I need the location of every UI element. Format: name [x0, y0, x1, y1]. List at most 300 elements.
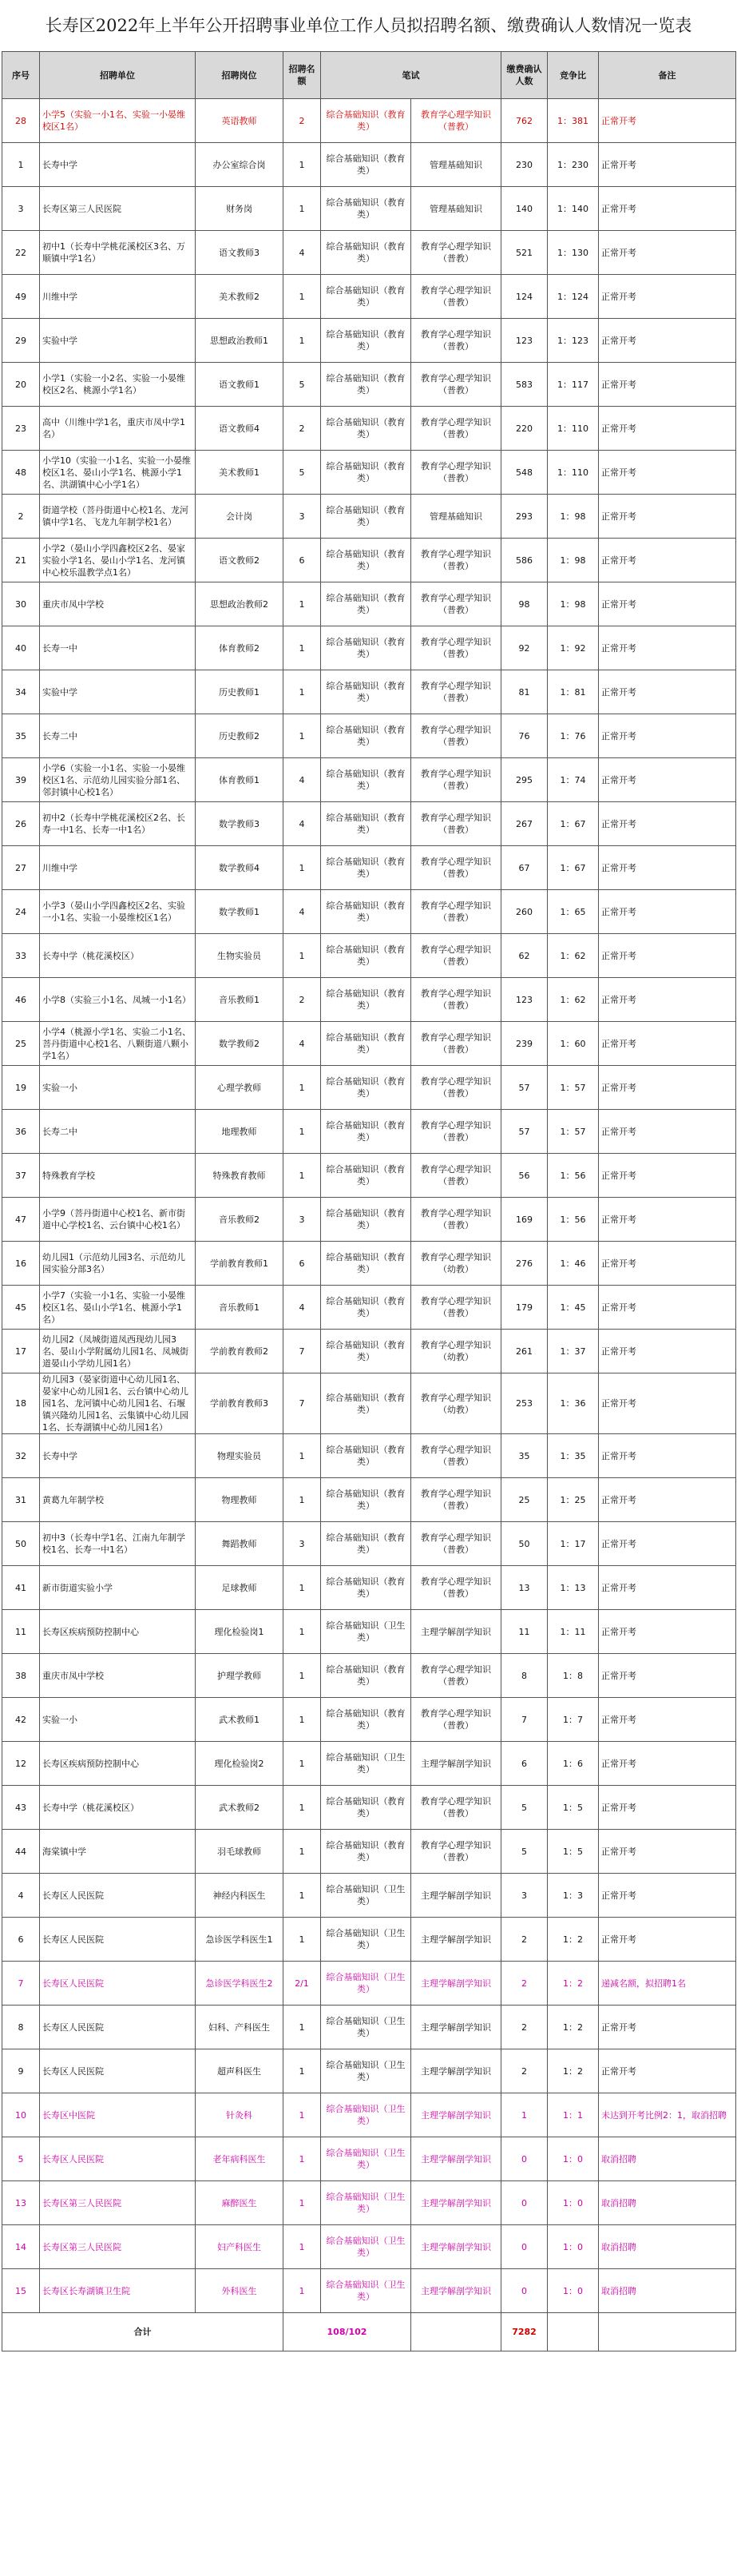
row-count: 2 — [501, 1962, 548, 2006]
row-exam-professional: 主理学解剖学知识 — [411, 1962, 501, 2006]
row-count: 56 — [501, 1154, 548, 1198]
row-exam-professional: 教育学心理学知识（普教） — [411, 231, 501, 275]
header-ratio: 竞争比 — [548, 52, 599, 99]
row-exam-general: 综合基础知识（卫生类） — [321, 2049, 411, 2093]
row-count: 0 — [501, 2269, 548, 2313]
row-exam-professional: 教育学心理学知识（普教） — [411, 275, 501, 319]
row-exam-general: 综合基础知识（教育类） — [321, 1698, 411, 1742]
row-no: 19 — [2, 1066, 40, 1110]
row-quota: 1 — [283, 2225, 321, 2269]
row-note: 正常开考 — [599, 1373, 736, 1434]
row-quota: 1 — [283, 2093, 321, 2137]
row-unit: 幼儿园3（晏家街道中心幼儿园1名、晏家中心幼儿园1名、云台镇中心幼儿园1名、龙河镇中心幼儿园1名、石堰镇兴隆幼儿园1名、云集镇中心幼儿园1名、长寿湖镇中心幼儿园1名） — [40, 1373, 196, 1434]
row-no: 21 — [2, 539, 40, 582]
row-count: 521 — [501, 231, 548, 275]
row-quota: 1 — [283, 670, 321, 714]
row-unit: 长寿区疾病预防控制中心 — [40, 1610, 196, 1654]
row-exam-general: 综合基础知识（教育类） — [321, 1198, 411, 1242]
row-note: 正常开考 — [599, 187, 736, 231]
row-quota: 2/1 — [283, 1962, 321, 2006]
row-count: 11 — [501, 1610, 548, 1654]
row-note: 正常开考 — [599, 802, 736, 846]
row-post: 急诊医学科医生1 — [196, 1918, 283, 1962]
row-no: 28 — [2, 99, 40, 143]
row-post: 神经内科医生 — [196, 1874, 283, 1918]
row-count: 2 — [501, 1918, 548, 1962]
row-count: 220 — [501, 407, 548, 451]
row-exam-professional: 教育学心理学知识（普教） — [411, 1654, 501, 1698]
row-exam-professional: 主理学解剖学知识 — [411, 1742, 501, 1786]
row-note: 正常开考 — [599, 1742, 736, 1786]
row-exam-general: 综合基础知识（卫生类） — [321, 2006, 411, 2049]
row-ratio: 1：8 — [548, 1654, 599, 1698]
row-quota: 1 — [283, 319, 321, 363]
row-no: 38 — [2, 1654, 40, 1698]
row-note: 正常开考 — [599, 1242, 736, 1286]
row-post: 英语教师 — [196, 99, 283, 143]
row-exam-professional: 教育学心理学知识（普教） — [411, 978, 501, 1022]
row-no: 14 — [2, 2225, 40, 2269]
row-count: 548 — [501, 451, 548, 495]
row-quota: 7 — [283, 1373, 321, 1434]
row-quota: 4 — [283, 802, 321, 846]
table-row — [2, 582, 736, 626]
row-exam-professional: 教育学心理学知识（普教） — [411, 1286, 501, 1330]
row-quota: 1 — [283, 1918, 321, 1962]
row-count: 67 — [501, 846, 548, 890]
row-note: 正常开考 — [599, 1566, 736, 1610]
header-note: 备注 — [599, 52, 736, 99]
row-note: 正常开考 — [599, 1330, 736, 1373]
table-row — [2, 802, 736, 846]
row-exam-general: 综合基础知识（教育类） — [321, 978, 411, 1022]
row-count: 7 — [501, 1698, 548, 1742]
row-unit: 长寿区人民医院 — [40, 2137, 196, 2181]
row-quota: 1 — [283, 846, 321, 890]
table-header-row — [2, 52, 736, 99]
row-post: 数学教师4 — [196, 846, 283, 890]
row-ratio: 1：0 — [548, 2269, 599, 2313]
row-exam-professional: 主理学解剖学知识 — [411, 1874, 501, 1918]
header-unit: 招聘单位 — [40, 52, 196, 99]
table-row — [2, 890, 736, 934]
row-unit: 川维中学 — [40, 846, 196, 890]
row-quota: 3 — [283, 1198, 321, 1242]
row-count: 0 — [501, 2181, 548, 2225]
row-note: 未达到开考比例2：1，取消招聘 — [599, 2093, 736, 2137]
row-ratio: 1：57 — [548, 1110, 599, 1154]
row-post: 体育教师2 — [196, 626, 283, 670]
row-unit: 长寿区中医院 — [40, 2093, 196, 2137]
row-post: 语文教师2 — [196, 539, 283, 582]
row-quota: 1 — [283, 1654, 321, 1698]
row-post: 老年病科医生 — [196, 2137, 283, 2181]
row-exam-professional: 教育学心理学知识（普教） — [411, 1022, 501, 1066]
row-post: 足球教师 — [196, 1566, 283, 1610]
row-no: 29 — [2, 319, 40, 363]
row-unit: 重庆市凤中学校 — [40, 1654, 196, 1698]
row-no: 20 — [2, 363, 40, 407]
table-row — [2, 99, 736, 143]
row-count: 1 — [501, 2093, 548, 2137]
table-row — [2, 231, 736, 275]
row-ratio: 1：5 — [548, 1830, 599, 1874]
row-unit: 小学6（实验一小1名、实验一小晏维校区1名、示范幼儿园实验分部1名、邻封镇中心校1名） — [40, 758, 196, 802]
row-post: 学前教育教师2 — [196, 1330, 283, 1373]
row-exam-general: 综合基础知识（教育类） — [321, 1830, 411, 1874]
row-exam-professional: 教育学心理学知识（普教） — [411, 890, 501, 934]
row-note: 正常开考 — [599, 846, 736, 890]
header-post: 招聘岗位 — [196, 52, 283, 99]
row-unit: 小学8（实验三小1名、凤城一小1名） — [40, 978, 196, 1022]
row-no: 35 — [2, 714, 40, 758]
row-post: 理化检验岗1 — [196, 1610, 283, 1654]
row-exam-professional: 教育学心理学知识（普教） — [411, 1154, 501, 1198]
row-ratio: 1：110 — [548, 451, 599, 495]
row-note: 正常开考 — [599, 231, 736, 275]
row-ratio: 1：98 — [548, 582, 599, 626]
row-quota: 5 — [283, 363, 321, 407]
row-no: 7 — [2, 1962, 40, 2006]
row-post: 历史教师2 — [196, 714, 283, 758]
row-post: 语文教师1 — [196, 363, 283, 407]
row-post: 学前教育教师1 — [196, 1242, 283, 1286]
row-post: 学前教育教师3 — [196, 1373, 283, 1434]
row-exam-professional: 教育学心理学知识（普教） — [411, 451, 501, 495]
row-note: 正常开考 — [599, 1154, 736, 1198]
row-unit: 街道学校（菩丹街道中心校1名、龙河镇中学1名、飞龙九年制学校1名） — [40, 495, 196, 539]
row-no: 12 — [2, 1742, 40, 1786]
row-post: 物理教师 — [196, 1478, 283, 1522]
row-exam-professional: 主理学解剖学知识 — [411, 2006, 501, 2049]
row-note: 正常开考 — [599, 1654, 736, 1698]
row-post: 特殊教育教师 — [196, 1154, 283, 1198]
table-row — [2, 319, 736, 363]
row-unit: 长寿区第三人民医院 — [40, 2181, 196, 2225]
row-post: 物理实验员 — [196, 1434, 283, 1478]
row-exam-general: 综合基础知识（教育类） — [321, 99, 411, 143]
row-unit: 长寿区第三人民医院 — [40, 187, 196, 231]
row-unit: 初中1（长寿中学桃花溪校区3名、万顺镇中学1名） — [40, 231, 196, 275]
table-row — [2, 714, 736, 758]
row-unit: 长寿区人民医院 — [40, 2049, 196, 2093]
row-exam-general: 综合基础知识（卫生类） — [321, 1742, 411, 1786]
table-row — [2, 539, 736, 582]
row-quota: 3 — [283, 1522, 321, 1566]
row-post: 音乐教师1 — [196, 1286, 283, 1330]
row-post: 思想政治教师1 — [196, 319, 283, 363]
row-count: 57 — [501, 1066, 548, 1110]
table-row — [2, 1962, 736, 2006]
row-exam-general: 综合基础知识（教育类） — [321, 231, 411, 275]
row-exam-professional: 主理学解剖学知识 — [411, 2049, 501, 2093]
row-exam-professional: 主理学解剖学知识 — [411, 1610, 501, 1654]
row-unit: 小学5（实验一小1名、实验一小晏维校区1名） — [40, 99, 196, 143]
row-exam-professional: 教育学心理学知识（幼教） — [411, 1242, 501, 1286]
row-post: 办公室综合岗 — [196, 143, 283, 187]
row-quota: 5 — [283, 451, 321, 495]
row-post: 外科医生 — [196, 2269, 283, 2313]
row-exam-professional: 教育学心理学知识（普教） — [411, 99, 501, 143]
row-exam-general: 综合基础知识（卫生类） — [321, 2093, 411, 2137]
row-no: 46 — [2, 978, 40, 1022]
row-note: 正常开考 — [599, 1610, 736, 1654]
row-note: 取消招聘 — [599, 2269, 736, 2313]
row-unit: 长寿区疾病预防控制中心 — [40, 1742, 196, 1786]
row-quota: 1 — [283, 275, 321, 319]
row-exam-general: 综合基础知识（教育类） — [321, 319, 411, 363]
table-row — [2, 187, 736, 231]
recruitment-table — [2, 51, 736, 2351]
row-quota: 3 — [283, 495, 321, 539]
row-ratio: 1：65 — [548, 890, 599, 934]
row-exam-general: 综合基础知识（教育类） — [321, 582, 411, 626]
row-note: 正常开考 — [599, 1522, 736, 1566]
row-note: 正常开考 — [599, 1830, 736, 1874]
table-row — [2, 1654, 736, 1698]
row-count: 123 — [501, 319, 548, 363]
row-exam-professional: 主理学解剖学知识 — [411, 2181, 501, 2225]
row-post: 数学教师1 — [196, 890, 283, 934]
row-count: 2 — [501, 2006, 548, 2049]
row-quota: 1 — [283, 2269, 321, 2313]
row-ratio: 1：60 — [548, 1022, 599, 1066]
row-ratio: 1：2 — [548, 1962, 599, 2006]
row-count: 92 — [501, 626, 548, 670]
table-row — [2, 407, 736, 451]
table-row — [2, 1830, 736, 1874]
row-exam-professional: 教育学心理学知识（普教） — [411, 1566, 501, 1610]
row-no: 33 — [2, 934, 40, 978]
row-post: 超声科医生 — [196, 2049, 283, 2093]
row-unit: 小学1（实验一小2名、实验一小晏维校区2名、桃源小学1名） — [40, 363, 196, 407]
row-no: 8 — [2, 2006, 40, 2049]
row-ratio: 1：130 — [548, 231, 599, 275]
row-no: 18 — [2, 1373, 40, 1434]
row-ratio: 1：56 — [548, 1154, 599, 1198]
row-quota: 1 — [283, 714, 321, 758]
row-count: 98 — [501, 582, 548, 626]
row-exam-professional: 管理基础知识 — [411, 143, 501, 187]
row-count: 267 — [501, 802, 548, 846]
row-note: 正常开考 — [599, 890, 736, 934]
row-quota: 1 — [283, 2137, 321, 2181]
row-post: 理化检验岗2 — [196, 1742, 283, 1786]
row-exam-professional: 教育学心理学知识（普教） — [411, 319, 501, 363]
table-row — [2, 846, 736, 890]
row-exam-professional: 教育学心理学知识（普教） — [411, 1478, 501, 1522]
table-row — [2, 978, 736, 1022]
table-row — [2, 1154, 736, 1198]
row-exam-general: 综合基础知识（教育类） — [321, 1286, 411, 1330]
row-exam-general: 综合基础知识（教育类） — [321, 1373, 411, 1434]
row-ratio: 1：3 — [548, 1874, 599, 1918]
row-quota: 4 — [283, 1286, 321, 1330]
table-row — [2, 2006, 736, 2049]
row-ratio: 1：13 — [548, 1566, 599, 1610]
row-ratio: 1：67 — [548, 802, 599, 846]
row-ratio: 1：2 — [548, 2049, 599, 2093]
row-post: 语文教师3 — [196, 231, 283, 275]
row-count: 169 — [501, 1198, 548, 1242]
row-unit: 实验中学 — [40, 670, 196, 714]
row-unit: 小学7（实验一小1名、实验一小晏维校区1名、晏山小学1名、桃源小学1名） — [40, 1286, 196, 1330]
row-note: 取消招聘 — [599, 2137, 736, 2181]
total-spacer-2 — [548, 2313, 599, 2351]
row-count: 25 — [501, 1478, 548, 1522]
row-ratio: 1：0 — [548, 2137, 599, 2181]
row-unit: 特殊教育学校 — [40, 1154, 196, 1198]
row-quota: 1 — [283, 1786, 321, 1830]
row-no: 27 — [2, 846, 40, 890]
row-note: 正常开考 — [599, 714, 736, 758]
table-row — [2, 2137, 736, 2181]
row-no: 48 — [2, 451, 40, 495]
row-ratio: 1：74 — [548, 758, 599, 802]
table-row — [2, 2269, 736, 2313]
row-exam-professional: 教育学心理学知识（幼教） — [411, 1330, 501, 1373]
row-unit: 小学9（菩丹街道中心校1名、新市街道中心学校1名、云台镇中心校1名） — [40, 1198, 196, 1242]
row-no: 47 — [2, 1198, 40, 1242]
row-unit: 长寿区第三人民医院 — [40, 2225, 196, 2269]
row-ratio: 1：11 — [548, 1610, 599, 1654]
row-count: 0 — [501, 2137, 548, 2181]
table-row — [2, 2049, 736, 2093]
row-post: 武术教师1 — [196, 1698, 283, 1742]
row-count: 260 — [501, 890, 548, 934]
row-ratio: 1：6 — [548, 1742, 599, 1786]
row-no: 31 — [2, 1478, 40, 1522]
row-note: 正常开考 — [599, 495, 736, 539]
row-note: 正常开考 — [599, 1022, 736, 1066]
row-note: 正常开考 — [599, 978, 736, 1022]
row-unit: 小学4（桃源小学1名、实验二小1名、菩丹街道中心校1名、八颗街道八颗小学1名） — [40, 1022, 196, 1066]
row-exam-general: 综合基础知识（教育类） — [321, 363, 411, 407]
row-count: 586 — [501, 539, 548, 582]
row-quota: 1 — [283, 1066, 321, 1110]
total-count: 7282 — [501, 2313, 548, 2351]
row-exam-general: 综合基础知识（教育类） — [321, 1022, 411, 1066]
row-unit: 海棠镇中学 — [40, 1830, 196, 1874]
row-quota: 1 — [283, 1434, 321, 1478]
table-row — [2, 1198, 736, 1242]
row-exam-general: 综合基础知识（卫生类） — [321, 2225, 411, 2269]
row-post: 生物实验员 — [196, 934, 283, 978]
row-no: 13 — [2, 2181, 40, 2225]
row-post: 历史教师1 — [196, 670, 283, 714]
row-no: 36 — [2, 1110, 40, 1154]
row-exam-general: 综合基础知识（教育类） — [321, 451, 411, 495]
row-ratio: 1：117 — [548, 363, 599, 407]
row-quota: 4 — [283, 890, 321, 934]
row-ratio: 1：7 — [548, 1698, 599, 1742]
row-no: 17 — [2, 1330, 40, 1373]
row-quota: 2 — [283, 407, 321, 451]
row-no: 43 — [2, 1786, 40, 1830]
row-count: 179 — [501, 1286, 548, 1330]
row-ratio: 1：98 — [548, 539, 599, 582]
row-ratio: 1：17 — [548, 1522, 599, 1566]
row-exam-professional: 主理学解剖学知识 — [411, 2225, 501, 2269]
row-ratio: 1：1 — [548, 2093, 599, 2137]
row-post: 急诊医学科医生2 — [196, 1962, 283, 2006]
row-note: 正常开考 — [599, 1786, 736, 1830]
row-unit: 长寿区人民医院 — [40, 2006, 196, 2049]
table-row — [2, 1066, 736, 1110]
row-exam-general: 综合基础知识（教育类） — [321, 1330, 411, 1373]
row-note: 正常开考 — [599, 1110, 736, 1154]
row-exam-general: 综合基础知识（教育类） — [321, 407, 411, 451]
row-ratio: 1：37 — [548, 1330, 599, 1373]
row-unit: 长寿中学（桃花溪校区） — [40, 1786, 196, 1830]
row-count: 62 — [501, 934, 548, 978]
row-post: 会计岗 — [196, 495, 283, 539]
table-row — [2, 1742, 736, 1786]
row-exam-general: 综合基础知识（卫生类） — [321, 2181, 411, 2225]
row-count: 3 — [501, 1874, 548, 1918]
table-row — [2, 1874, 736, 1918]
row-note: 正常开考 — [599, 1478, 736, 1522]
row-note: 正常开考 — [599, 2049, 736, 2093]
row-no: 24 — [2, 890, 40, 934]
row-exam-general: 综合基础知识（卫生类） — [321, 2269, 411, 2313]
row-post: 思想政治教师2 — [196, 582, 283, 626]
row-no: 39 — [2, 758, 40, 802]
row-note: 正常开考 — [599, 1698, 736, 1742]
row-unit: 黄葛九年制学校 — [40, 1478, 196, 1522]
row-exam-professional: 教育学心理学知识（普教） — [411, 407, 501, 451]
header-no: 序号 — [2, 52, 40, 99]
row-ratio: 1：2 — [548, 2006, 599, 2049]
row-unit: 小学10（实验一小1名、实验一小晏维校区1名、晏山小学1名、桃源小学1名、洪湖镇中心小学1名） — [40, 451, 196, 495]
row-exam-general: 综合基础知识（教育类） — [321, 1522, 411, 1566]
row-unit: 初中3（长寿中学1名、江南九年制学校1名、长寿一中1名） — [40, 1522, 196, 1566]
table-row — [2, 1286, 736, 1330]
total-quota: 108/102 — [283, 2313, 411, 2351]
row-exam-general: 综合基础知识（教育类） — [321, 670, 411, 714]
row-unit: 初中2（长寿中学桃花溪校区2名、长寿一中1名、长寿一中1名） — [40, 802, 196, 846]
row-quota: 7 — [283, 1330, 321, 1373]
row-exam-professional: 教育学心理学知识（普教） — [411, 582, 501, 626]
row-exam-general: 综合基础知识（卫生类） — [321, 1874, 411, 1918]
row-no: 23 — [2, 407, 40, 451]
table-row — [2, 495, 736, 539]
table-row — [2, 1330, 736, 1373]
row-post: 音乐教师1 — [196, 978, 283, 1022]
table-row — [2, 626, 736, 670]
row-post: 武术教师2 — [196, 1786, 283, 1830]
row-note: 取消招聘 — [599, 2225, 736, 2269]
row-quota: 6 — [283, 1242, 321, 1286]
row-unit: 重庆市凤中学校 — [40, 582, 196, 626]
row-exam-general: 综合基础知识（教育类） — [321, 714, 411, 758]
row-no: 2 — [2, 495, 40, 539]
row-no: 6 — [2, 1918, 40, 1962]
table-row — [2, 1698, 736, 1742]
row-count: 140 — [501, 187, 548, 231]
row-ratio: 1：92 — [548, 626, 599, 670]
total-spacer-3 — [599, 2313, 736, 2351]
row-no: 11 — [2, 1610, 40, 1654]
row-no: 25 — [2, 1022, 40, 1066]
row-note: 正常开考 — [599, 319, 736, 363]
row-note: 正常开考 — [599, 143, 736, 187]
row-exam-professional: 教育学心理学知识（普教） — [411, 670, 501, 714]
row-ratio: 1：76 — [548, 714, 599, 758]
row-ratio: 1：230 — [548, 143, 599, 187]
row-ratio: 1：25 — [548, 1478, 599, 1522]
total-spacer — [411, 2313, 501, 2351]
